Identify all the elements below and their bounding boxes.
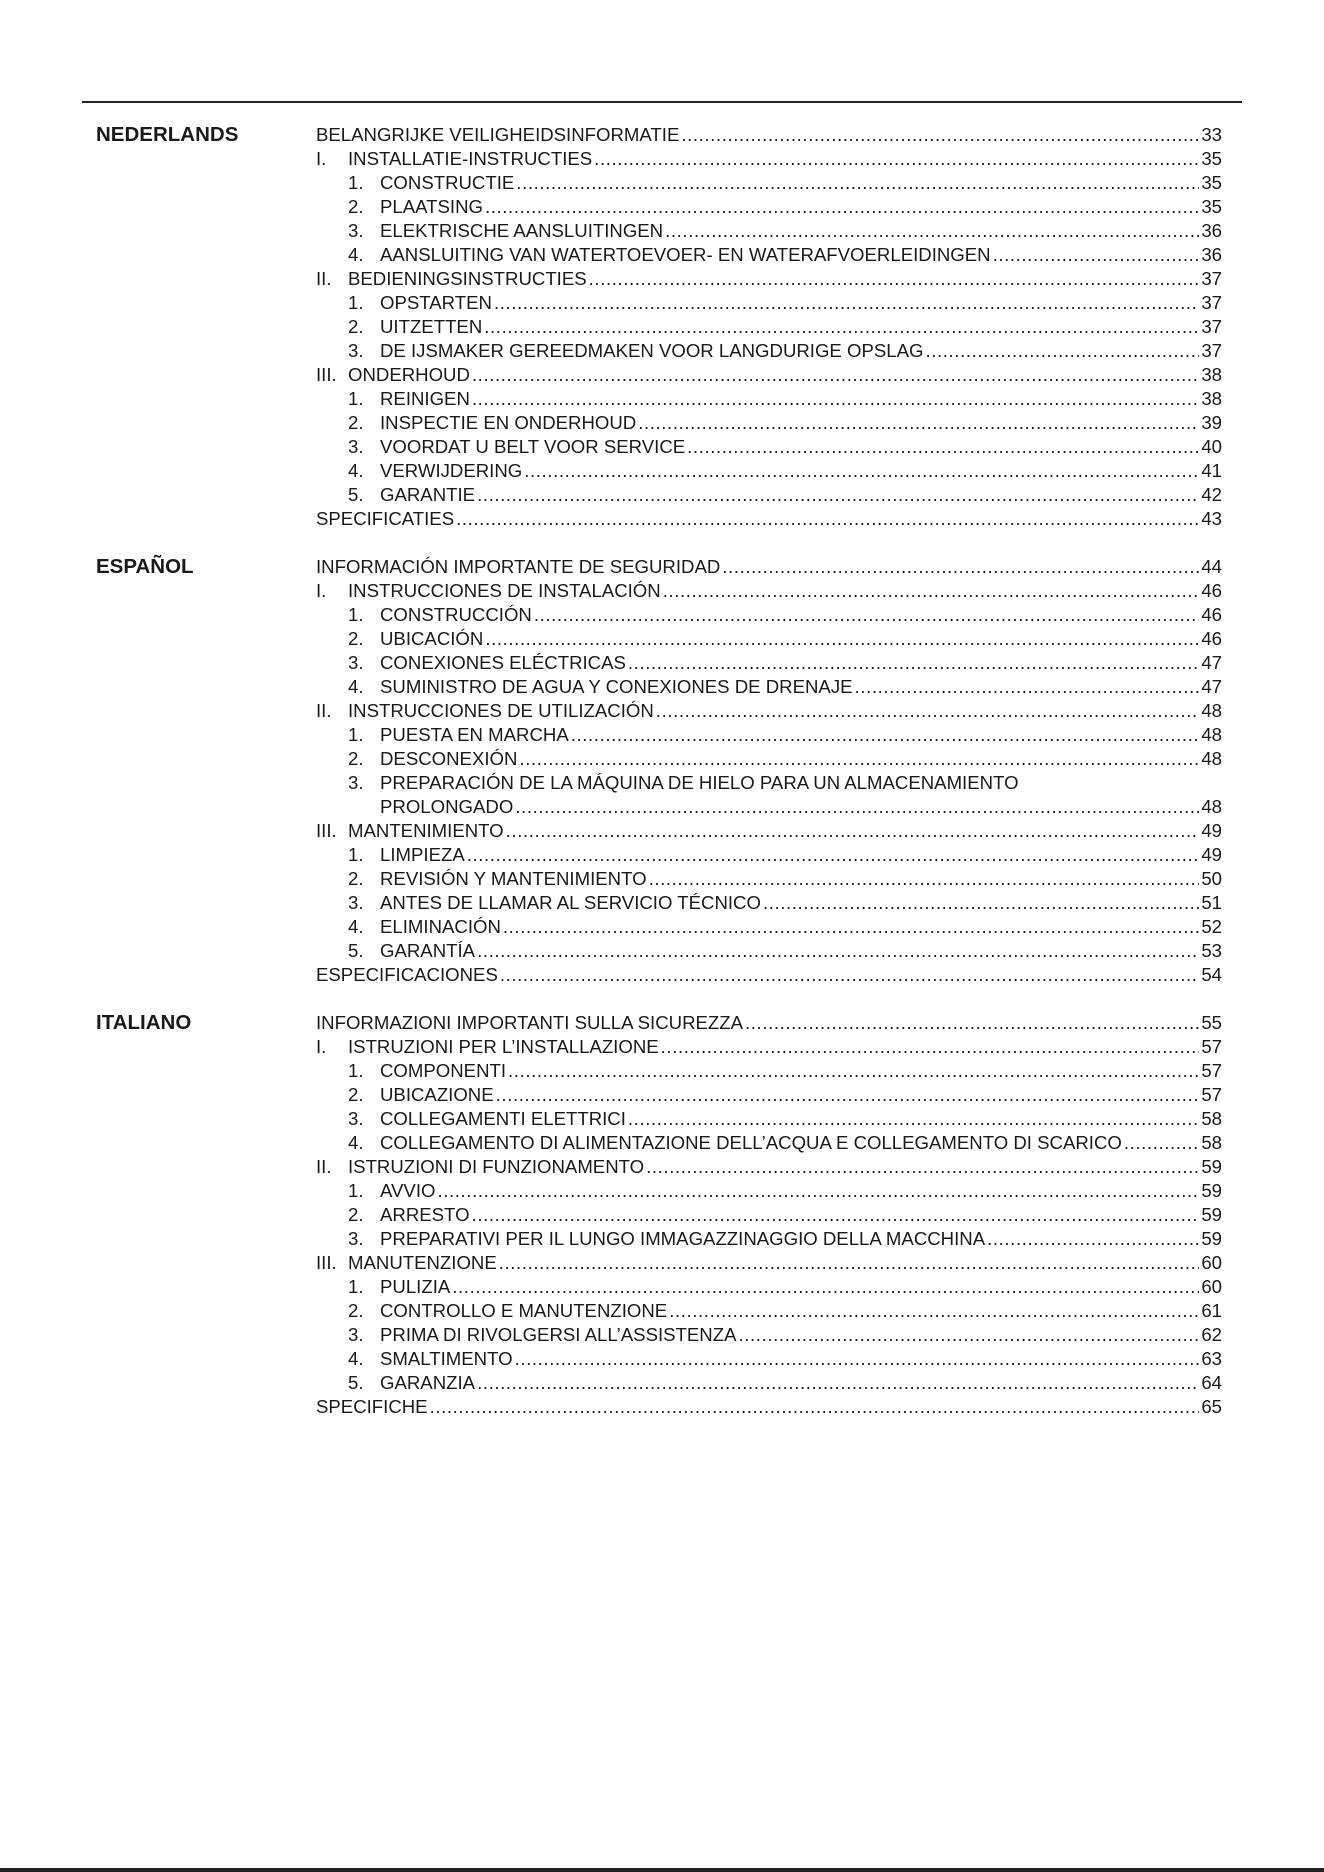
toc-entry-number: 3. [348, 892, 364, 913]
toc-entry-title: ONDERHOUD [348, 364, 470, 385]
toc-entry-number: 3. [348, 220, 364, 241]
dot-leader [452, 1275, 1199, 1299]
toc-entry-number: 2. [348, 748, 364, 769]
toc-entry[interactable] [316, 195, 1222, 219]
toc-entry-number: 2. [348, 1300, 364, 1321]
toc-entry[interactable] [316, 795, 1222, 819]
toc-entry-page-number: 63 [1201, 1348, 1222, 1369]
toc-entry-title: COMPONENTI [380, 1060, 507, 1081]
dot-leader [472, 1203, 1200, 1227]
toc-entry[interactable] [316, 747, 1222, 771]
toc-entry[interactable] [316, 699, 1222, 723]
toc-entry-title: AANSLUITING VAN WATERTOEVOER- EN WATERAFVOERLEIDINGEN [380, 244, 991, 265]
toc-entry-number: 4. [348, 1132, 364, 1153]
toc-entry-page-number: 57 [1201, 1084, 1222, 1105]
toc-entry-title: COLLEGAMENTI ELETTRICI [380, 1108, 626, 1129]
toc-entry[interactable] [316, 1275, 1222, 1299]
toc-entry-page-number: 48 [1201, 748, 1222, 769]
toc-entry-number: 3. [348, 772, 364, 793]
toc-entry-title: PRIMA DI RIVOLGERSI ALL’ASSISTENZA [380, 1324, 737, 1345]
section-language-heading: ESPAÑOL [96, 555, 194, 578]
top-rule [82, 101, 1242, 103]
toc-entry-number: 2. [348, 412, 364, 433]
toc-entry[interactable] [316, 315, 1222, 339]
toc-entry-title: PUESTA EN MARCHA [380, 724, 569, 745]
toc-entry-number: 4. [348, 460, 364, 481]
toc-entry-title: GARANZIA [380, 1372, 476, 1393]
dot-leader [524, 459, 1199, 483]
toc-entry-page-number: 53 [1201, 940, 1222, 961]
toc-entry-number: 5. [348, 1372, 364, 1393]
toc-entry[interactable] [316, 507, 1222, 531]
toc-entry-title: VOORDAT U BELT VOOR SERVICE [380, 436, 686, 457]
toc-entry-title: CONSTRUCTIE [380, 172, 515, 193]
toc-entry[interactable] [316, 723, 1222, 747]
toc-entry-page-number: 36 [1201, 244, 1222, 265]
toc-entry[interactable] [316, 819, 1222, 843]
toc-entry-number: 1. [348, 1276, 364, 1297]
toc-entry[interactable] [316, 411, 1222, 435]
toc-entry-title: INSTRUCCIONES DE INSTALACIÓN [348, 580, 661, 601]
toc-entry-number: 1. [348, 1180, 364, 1201]
toc-entry[interactable] [316, 1131, 1222, 1155]
toc-entry-title: ESPECIFICACIONES [316, 964, 498, 985]
toc-entry-number: 1. [348, 844, 364, 865]
toc-entry-number: 3. [348, 1228, 364, 1249]
dot-leader [665, 219, 1199, 243]
toc-entry[interactable] [316, 1179, 1222, 1203]
toc-entry[interactable] [316, 387, 1222, 411]
dot-leader [722, 555, 1199, 579]
toc-entry-title: SMALTIMENTO [380, 1348, 513, 1369]
toc-entry-page-number: 47 [1201, 652, 1222, 673]
toc-entry-page-number: 52 [1201, 916, 1222, 937]
toc-entry-title: GARANTIE [380, 484, 476, 505]
toc-entry[interactable] [316, 843, 1222, 867]
toc-entry[interactable] [316, 627, 1222, 651]
dot-leader [669, 1299, 1199, 1323]
toc-entry-number: 5. [348, 484, 364, 505]
dot-leader [477, 1371, 1199, 1395]
dot-leader [628, 651, 1199, 675]
toc-entry-page-number: 59 [1201, 1228, 1222, 1249]
toc-entry-number: I. [316, 148, 327, 169]
dot-leader [534, 603, 1199, 627]
toc-entry-page-number: 36 [1201, 220, 1222, 241]
toc-entry-number: 4. [348, 1348, 364, 1369]
dot-leader [687, 435, 1199, 459]
toc-entry-page-number: 58 [1201, 1132, 1222, 1153]
toc-entry-page-number: 61 [1201, 1300, 1222, 1321]
toc-entry-number: 4. [348, 916, 364, 937]
toc-entry[interactable] [316, 459, 1222, 483]
toc-entry-title: BEDIENINGSINSTRUCTIES [348, 268, 587, 289]
toc-entry-title: PULIZIA [380, 1276, 451, 1297]
dot-leader [763, 891, 1199, 915]
dot-leader [430, 1395, 1200, 1419]
toc-entry[interactable] [316, 1155, 1222, 1179]
toc-entry-page-number: 37 [1201, 268, 1222, 289]
dot-leader [589, 267, 1200, 291]
bottom-rule [0, 1868, 1324, 1872]
dot-leader [499, 1251, 1200, 1275]
toc-entry[interactable] [316, 435, 1222, 459]
dot-leader [467, 843, 1200, 867]
toc-entry-page-number: 49 [1201, 820, 1222, 841]
toc-entry[interactable] [316, 555, 1222, 579]
toc-entry-number: 1. [348, 724, 364, 745]
dot-leader [638, 411, 1199, 435]
toc-entry-page-number: 62 [1201, 1324, 1222, 1345]
toc-entry[interactable] [316, 1059, 1222, 1083]
toc-entry[interactable] [316, 1035, 1222, 1059]
toc-entry-page-number: 33 [1201, 124, 1222, 145]
toc-entry-page-number: 38 [1201, 388, 1222, 409]
toc-entry[interactable] [316, 1323, 1222, 1347]
toc-entry-page-number: 35 [1201, 172, 1222, 193]
toc-entry-page-number: 50 [1201, 868, 1222, 889]
toc-entry[interactable] [316, 291, 1222, 315]
toc-entry-number: I. [316, 580, 327, 601]
dot-leader [925, 339, 1199, 363]
toc-entry-title: INFORMAZIONI IMPORTANTI SULLA SICUREZZA [316, 1012, 744, 1033]
toc-entry[interactable] [316, 1347, 1222, 1371]
dot-leader [456, 507, 1199, 531]
toc-entry-page-number: 60 [1201, 1252, 1222, 1273]
toc-entry-number: III. [316, 820, 337, 841]
toc-entry-title: INSTALLATIE-INSTRUCTIES [348, 148, 593, 169]
toc-entry-page-number: 39 [1201, 412, 1222, 433]
toc-entry-title: PLAATSING [380, 196, 483, 217]
toc-entry-title: SUMINISTRO DE AGUA Y CONEXIONES DE DRENAJE [380, 676, 853, 697]
toc-entry-page-number: 37 [1201, 292, 1222, 313]
section-language-heading: NEDERLANDS [96, 123, 239, 146]
toc-entry-page-number: 59 [1201, 1180, 1222, 1201]
toc-entry-number: 1. [348, 1060, 364, 1081]
dot-leader [649, 867, 1200, 891]
toc-entry-title: LIMPIEZA [380, 844, 465, 865]
dot-leader [485, 195, 1199, 219]
dot-leader [663, 579, 1200, 603]
toc-entry[interactable] [316, 603, 1222, 627]
dot-leader [472, 387, 1199, 411]
dot-leader [516, 171, 1199, 195]
toc-entry[interactable] [316, 267, 1222, 291]
toc-entry[interactable] [316, 339, 1222, 363]
dot-leader [477, 483, 1199, 507]
dot-leader [437, 1179, 1199, 1203]
toc-entry[interactable] [316, 579, 1222, 603]
toc-entry[interactable] [316, 675, 1222, 699]
toc-entry-number: 2. [348, 868, 364, 889]
toc-entry-title: VERWIJDERING [380, 460, 523, 481]
toc-entry-page-number: 44 [1201, 556, 1222, 577]
toc-entry-page-number: 60 [1201, 1276, 1222, 1297]
toc-entry[interactable] [316, 963, 1222, 987]
toc-entry-title: ELEKTRISCHE AANSLUITINGEN [380, 220, 664, 241]
dot-leader [500, 963, 1199, 987]
toc-entry[interactable] [316, 243, 1222, 267]
dot-leader [503, 915, 1199, 939]
toc-entry-number: II. [316, 268, 332, 289]
toc-entry-page-number: 35 [1201, 148, 1222, 169]
toc-entry-page-number: 54 [1201, 964, 1222, 985]
dot-leader [484, 315, 1199, 339]
toc-entry[interactable] [316, 219, 1222, 243]
toc-entry-number: 1. [348, 292, 364, 313]
toc-entry-title: REVISIÓN Y MANTENIMIENTO [380, 868, 647, 889]
toc-entry-page-number: 57 [1201, 1036, 1222, 1057]
toc-entries [316, 555, 1222, 987]
dot-leader [571, 723, 1200, 747]
toc-entry-title: PREPARATIVI PER IL LUNGO IMMAGAZZINAGGIO DELLA MACCHINA [380, 1228, 986, 1249]
toc-entry-number: 1. [348, 172, 364, 193]
toc-entry-page-number: 49 [1201, 844, 1222, 865]
dot-leader [477, 939, 1199, 963]
dot-leader [739, 1323, 1200, 1347]
toc-entry-page-number: 41 [1201, 460, 1222, 481]
dot-leader [519, 747, 1199, 771]
toc-entry-page-number: 64 [1201, 1372, 1222, 1393]
toc-entry[interactable] [316, 1251, 1222, 1275]
toc-entry-title: SPECIFICATIES [316, 508, 455, 529]
toc-entry-page-number: 43 [1201, 508, 1222, 529]
toc-entry[interactable] [316, 939, 1222, 963]
toc-entry-page-number: 55 [1201, 1012, 1222, 1033]
toc-entry-number: 3. [348, 1108, 364, 1129]
toc-entry[interactable] [316, 1371, 1222, 1395]
dot-leader [993, 243, 1200, 267]
toc-entry-page-number: 48 [1201, 724, 1222, 745]
toc-entry-title: COLLEGAMENTO DI ALIMENTAZIONE DELL’ACQUA E COLLEGAMENTO DI SCARICO [380, 1132, 1122, 1153]
toc-entry-page-number: 37 [1201, 340, 1222, 361]
toc-entry-title: INSTRUCCIONES DE UTILIZACIÓN [348, 700, 654, 721]
toc-entry[interactable] [316, 1299, 1222, 1323]
toc-entry-page-number: 58 [1201, 1108, 1222, 1129]
toc-entry-number: 2. [348, 196, 364, 217]
toc-entry[interactable] [316, 171, 1222, 195]
toc-entry-title: AVVIO [380, 1180, 436, 1201]
toc-entry-number: III. [316, 364, 337, 385]
toc-entry-page-number: 46 [1201, 604, 1222, 625]
toc-entry-number: 2. [348, 1084, 364, 1105]
dot-leader [515, 1347, 1200, 1371]
toc-entry-title: ISTRUZIONI PER L’INSTALLAZIONE [348, 1036, 659, 1057]
dot-leader [508, 1059, 1199, 1083]
toc-entry[interactable] [316, 1395, 1222, 1419]
toc-entry[interactable] [316, 771, 1222, 795]
toc-entry-number: 3. [348, 340, 364, 361]
toc-entry[interactable] [316, 123, 1222, 147]
dot-leader [485, 627, 1199, 651]
toc-entry-title: UBICAZIONE [380, 1084, 494, 1105]
toc-entry-title: ANTES DE LLAMAR AL SERVICIO TÉCNICO [380, 892, 761, 913]
toc-entry-page-number: 48 [1201, 796, 1222, 817]
toc-entry-title: REINIGEN [380, 388, 470, 409]
toc-entry[interactable] [316, 915, 1222, 939]
toc-entry[interactable] [316, 1011, 1222, 1035]
dot-leader [515, 795, 1199, 819]
toc-entry-page-number: 37 [1201, 316, 1222, 337]
toc-entry-title: GARANTÍA [380, 940, 476, 961]
toc-entry-title: DESCONEXIÓN [380, 748, 518, 769]
toc-entry-title: INFORMACIÓN IMPORTANTE DE SEGURIDAD [316, 556, 721, 577]
toc-entry-page-number: 65 [1201, 1396, 1222, 1417]
toc-entry-number: 3. [348, 652, 364, 673]
toc-entry[interactable] [316, 147, 1222, 171]
toc-entry-title: PROLONGADO [380, 796, 514, 817]
dot-leader [506, 819, 1200, 843]
toc-entry-title: ELIMINACIÓN [380, 916, 501, 937]
toc-entry-number: 1. [348, 388, 364, 409]
dot-leader [472, 363, 1199, 387]
dot-leader [628, 1107, 1199, 1131]
toc-entry-page-number: 46 [1201, 628, 1222, 649]
toc-entry-number: 2. [348, 316, 364, 337]
dot-leader [646, 1155, 1199, 1179]
toc-entry-page-number: 35 [1201, 196, 1222, 217]
dot-leader [494, 291, 1199, 315]
toc-entry-title: CONEXIONES ELÉCTRICAS [380, 652, 626, 673]
toc-entry-page-number: 38 [1201, 364, 1222, 385]
toc-entries [316, 1011, 1222, 1419]
dot-leader [656, 699, 1200, 723]
toc-entry-page-number: 51 [1201, 892, 1222, 913]
dot-leader [855, 675, 1200, 699]
dot-leader [1124, 1131, 1199, 1155]
toc-entry-title: MANUTENZIONE [348, 1252, 497, 1273]
section-language-heading: ITALIANO [96, 1011, 192, 1034]
toc-entry[interactable] [316, 867, 1222, 891]
toc-entry-title: UBICACIÓN [380, 628, 484, 649]
dot-leader [496, 1083, 1200, 1107]
toc-entry-title: UITZETTEN [380, 316, 483, 337]
toc-entry-number: III. [316, 1252, 337, 1273]
toc-entry[interactable] [316, 483, 1222, 507]
toc-entry-number: 5. [348, 940, 364, 961]
dot-leader [745, 1011, 1199, 1035]
dot-leader [661, 1035, 1200, 1059]
toc-entry-title: INSPECTIE EN ONDERHOUD [380, 412, 637, 433]
toc-entry-number: 4. [348, 676, 364, 697]
toc-entry-title: MANTENIMIENTO [348, 820, 504, 841]
dot-leader [987, 1227, 1199, 1251]
toc-entry-page-number: 57 [1201, 1060, 1222, 1081]
toc-entry-number: 1. [348, 604, 364, 625]
toc-entry[interactable] [316, 1203, 1222, 1227]
dot-leader [681, 123, 1199, 147]
toc-entry-page-number: 59 [1201, 1156, 1222, 1177]
toc-entry-number: II. [316, 1156, 332, 1177]
dot-leader [594, 147, 1199, 171]
toc-entry-title: DE IJSMAKER GEREEDMAKEN VOOR LANGDURIGE OPSLAG [380, 340, 924, 361]
toc-entry-number: II. [316, 700, 332, 721]
toc-entry[interactable] [316, 891, 1222, 915]
toc-entry-page-number: 42 [1201, 484, 1222, 505]
toc-entries [316, 123, 1222, 531]
toc-entry[interactable] [316, 1107, 1222, 1131]
toc-entry-number: 2. [348, 628, 364, 649]
toc-entry-page-number: 48 [1201, 700, 1222, 721]
toc-entry[interactable] [316, 651, 1222, 675]
toc-entry-title: BELANGRIJKE VEILIGHEIDSINFORMATIE [316, 124, 680, 145]
toc-entry-title: CONSTRUCCIÓN [380, 604, 532, 625]
toc-entry-page-number: 59 [1201, 1204, 1222, 1225]
toc-entry-title: PREPARACIÓN DE LA MÁQUINA DE HIELO PARA UN ALMACENAMIENTO [380, 772, 1019, 793]
toc-entry-number: 4. [348, 244, 364, 265]
toc-entry[interactable] [316, 363, 1222, 387]
toc-entry[interactable] [316, 1227, 1222, 1251]
toc-entry[interactable] [316, 1083, 1222, 1107]
toc-entry-title: CONTROLLO E MANUTENZIONE [380, 1300, 668, 1321]
toc-entry-number: 3. [348, 436, 364, 457]
toc-entry-number: I. [316, 1036, 327, 1057]
toc-entry-page-number: 46 [1201, 580, 1222, 601]
toc-entry-page-number: 40 [1201, 436, 1222, 457]
toc-entry-title: ISTRUZIONI DI FUNZIONAMENTO [348, 1156, 645, 1177]
toc-entry-page-number: 47 [1201, 676, 1222, 697]
toc-entry-number: 3. [348, 1324, 364, 1345]
toc-entry-title: ARRESTO [380, 1204, 470, 1225]
toc-entry-number: 2. [348, 1204, 364, 1225]
toc-entry-title: SPECIFICHE [316, 1396, 428, 1417]
toc-entry-title: OPSTARTEN [380, 292, 492, 313]
